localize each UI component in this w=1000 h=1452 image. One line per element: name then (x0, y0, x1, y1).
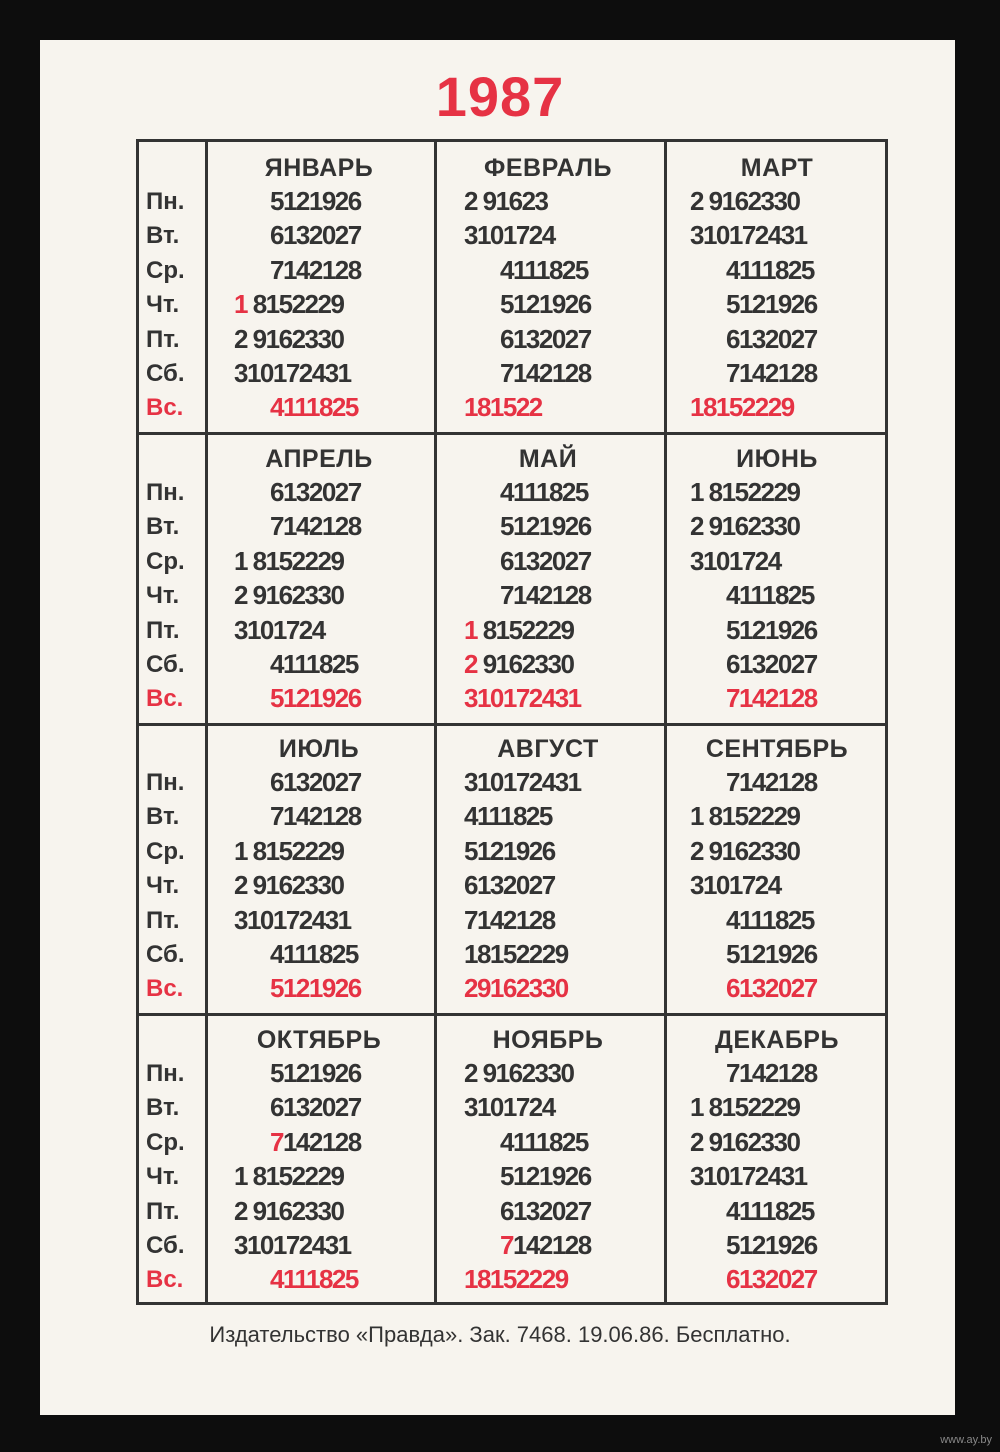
month-week-row: 2 9162330 (464, 649, 574, 679)
month-week-row: 5121926 (270, 683, 361, 714)
month-week-row: 3101724 (690, 545, 781, 576)
month-week-row: 5121926 (464, 835, 555, 866)
weekday-label: Чт. (146, 872, 180, 900)
month-week-row: 2 9162330 (690, 1126, 800, 1157)
month-name: ОКТЯБРЬ (256, 1026, 382, 1054)
month-week-row: 7142128 (500, 1230, 591, 1260)
grid-divider (664, 142, 667, 1302)
weekday-label: Пн. (146, 769, 185, 796)
month-week-row: 5121926 (500, 1161, 591, 1192)
weekday-label: Ср. (146, 256, 185, 284)
weekday-label: Сб. (146, 360, 185, 387)
month-week-row: 310172431 (690, 1161, 807, 1192)
month-week-row: 4111825 (270, 939, 358, 969)
month-week-row: 1 8152229 (464, 614, 574, 645)
month-week-row: 310172431 (234, 358, 351, 388)
month-week-row: 7142128 (726, 767, 817, 797)
month-name: АВГУСТ (497, 735, 599, 763)
weekday-label: Вс. (146, 1266, 184, 1294)
month-week-row: 1 8152229 (690, 1092, 800, 1123)
month-week-row: 18152229 (464, 1264, 568, 1295)
month-week-row: 3101724 (464, 220, 555, 251)
grid-divider (139, 723, 885, 726)
month-name: НОЯБРЬ (492, 1026, 604, 1054)
weekday-label: Чт. (146, 582, 180, 610)
month-week-row: 6132027 (464, 870, 555, 901)
publisher-footer: Издательство «Правда». Зак. 7468. 19.06.86. Бесплатно. (209, 1322, 791, 1347)
weekday-label: Пт. (146, 906, 180, 934)
month-week-row: 310172431 (234, 904, 351, 935)
weekday-label: Пт. (146, 325, 180, 353)
month-week-row: 7142128 (726, 1058, 817, 1088)
month-week-row: 7142128 (464, 904, 555, 935)
month-week-row: 7142128 (270, 511, 361, 542)
weekday-label: Ср. (146, 1128, 185, 1156)
month-week-row: 310172431 (464, 767, 581, 797)
grid-divider (139, 1013, 885, 1016)
month-week-row: 6132027 (270, 767, 361, 797)
month-week-row: 4111825 (270, 392, 358, 423)
month-week-row: 2 9162330 (690, 835, 800, 866)
month-week-row: 2 9162330 (464, 1058, 574, 1088)
month-week-row: 3101724 (690, 870, 781, 901)
month-week-row: 5121926 (270, 186, 361, 216)
month-week-row: 29162330 (464, 973, 568, 1004)
month-week-row: 1 8152229 (234, 289, 344, 320)
month-name: МАРТ (740, 154, 814, 182)
weekday-label: Пн. (146, 479, 185, 506)
month-week-row: 5121926 (500, 511, 591, 542)
month-week-row: 310172431 (690, 220, 807, 251)
month-week-row: 1 8152229 (690, 477, 800, 507)
weekday-label: Вт. (146, 1094, 180, 1122)
weekday-label: Ср. (146, 547, 185, 575)
month-name: СЕНТЯБРЬ (705, 735, 849, 763)
month-week-row: 6132027 (726, 1264, 817, 1295)
month-week-row: 4111825 (726, 1195, 814, 1226)
month-week-row: 1 8152229 (234, 545, 344, 576)
month-week-row: 6132027 (726, 323, 817, 354)
month-week-row: 5121926 (726, 1230, 817, 1260)
month-week-row: 3101724 (234, 614, 325, 645)
month-week-row: 7142128 (500, 580, 591, 611)
month-week-row: 4111825 (500, 254, 588, 285)
month-week-row: 1 8152229 (234, 1161, 344, 1192)
month-week-row: 2 9162330 (234, 870, 344, 901)
month-week-row: 7142128 (726, 358, 817, 388)
month-name: ИЮЛЬ (278, 735, 360, 763)
month-name: ФЕВРАЛЬ (484, 154, 612, 182)
month-week-row: 18152229 (464, 939, 568, 969)
month-name: МАЙ (518, 445, 578, 473)
weekday-label: Пн. (146, 188, 185, 215)
month-week-row: 7142128 (270, 254, 361, 285)
month-week-row: 2 91623 (464, 186, 548, 216)
weekday-label: Сб. (146, 1232, 185, 1259)
month-week-row: 2 9162330 (234, 1195, 344, 1226)
month-week-row: 4111825 (500, 477, 588, 507)
weekday-label: Сб. (146, 941, 185, 968)
weekday-label: Чт. (146, 1163, 180, 1191)
grid-divider (139, 432, 885, 435)
weekday-label: Чт. (146, 291, 180, 319)
month-week-row: 5121926 (500, 289, 591, 320)
month-week-row: 6132027 (270, 1092, 361, 1123)
month-week-row: 4111825 (726, 580, 814, 611)
weekday-label: Вс. (146, 685, 184, 713)
month-week-row: 18152229 (690, 392, 794, 423)
month-week-row: 5121926 (270, 1058, 361, 1088)
month-name: ИЮНЬ (736, 445, 818, 473)
month-week-row: 310172431 (234, 1230, 351, 1260)
month-week-row: 7142128 (270, 801, 361, 832)
grid-divider (434, 142, 437, 1302)
month-week-row: 310172431 (464, 683, 581, 714)
month-name: АПРЕЛЬ (265, 445, 373, 473)
month-week-row: 6132027 (270, 477, 361, 507)
month-name: ЯНВАРЬ (264, 154, 374, 182)
month-week-row: 5121926 (726, 939, 817, 969)
weekday-label: Сб. (146, 651, 185, 678)
month-week-row: 4111825 (500, 1126, 588, 1157)
month-week-row: 4111825 (464, 801, 552, 832)
month-week-row: 4111825 (726, 904, 814, 935)
month-week-row: 181522 (464, 392, 542, 423)
month-week-row: 7142128 (500, 358, 591, 388)
month-week-row: 6132027 (500, 1195, 591, 1226)
month-week-row: 6132027 (500, 545, 591, 576)
weekday-label: Вт. (146, 513, 180, 541)
month-week-row: 5121926 (726, 614, 817, 645)
month-week-row: 2 9162330 (690, 186, 800, 216)
month-week-row: 1 8152229 (690, 801, 800, 832)
weekday-label: Ср. (146, 837, 185, 865)
weekday-label: Пт. (146, 616, 180, 644)
month-name: ДЕКАБРЬ (715, 1026, 839, 1054)
weekday-label: Вс. (146, 975, 184, 1003)
month-week-row: 4111825 (270, 649, 358, 679)
month-week-row: 5121926 (726, 289, 817, 320)
month-week-row: 4111825 (270, 1264, 358, 1295)
weekday-label: Вс. (146, 394, 184, 422)
month-week-row: 6132027 (726, 649, 817, 679)
calendar-year: 1987 (435, 65, 565, 128)
weekday-label: Пт. (146, 1197, 180, 1225)
weekday-label: Вт. (146, 803, 180, 831)
month-week-row: 6132027 (270, 220, 361, 251)
month-week-row: 5121926 (270, 973, 361, 1004)
month-week-row: 1 8152229 (234, 835, 344, 866)
month-week-row: 2 9162330 (234, 323, 344, 354)
month-week-row: 6132027 (726, 973, 817, 1004)
month-week-row: 2 9162330 (234, 580, 344, 611)
month-week-row: 7142128 (726, 683, 817, 714)
month-week-row: 2 9162330 (690, 511, 800, 542)
month-week-row: 4111825 (726, 254, 814, 285)
month-week-row: 7142128 (270, 1126, 361, 1157)
weekday-label: Пн. (146, 1060, 185, 1087)
month-week-row: 3101724 (464, 1092, 555, 1123)
watermark: www.ay.by (940, 1434, 992, 1446)
weekday-label: Вт. (146, 222, 180, 250)
month-week-row: 6132027 (500, 323, 591, 354)
